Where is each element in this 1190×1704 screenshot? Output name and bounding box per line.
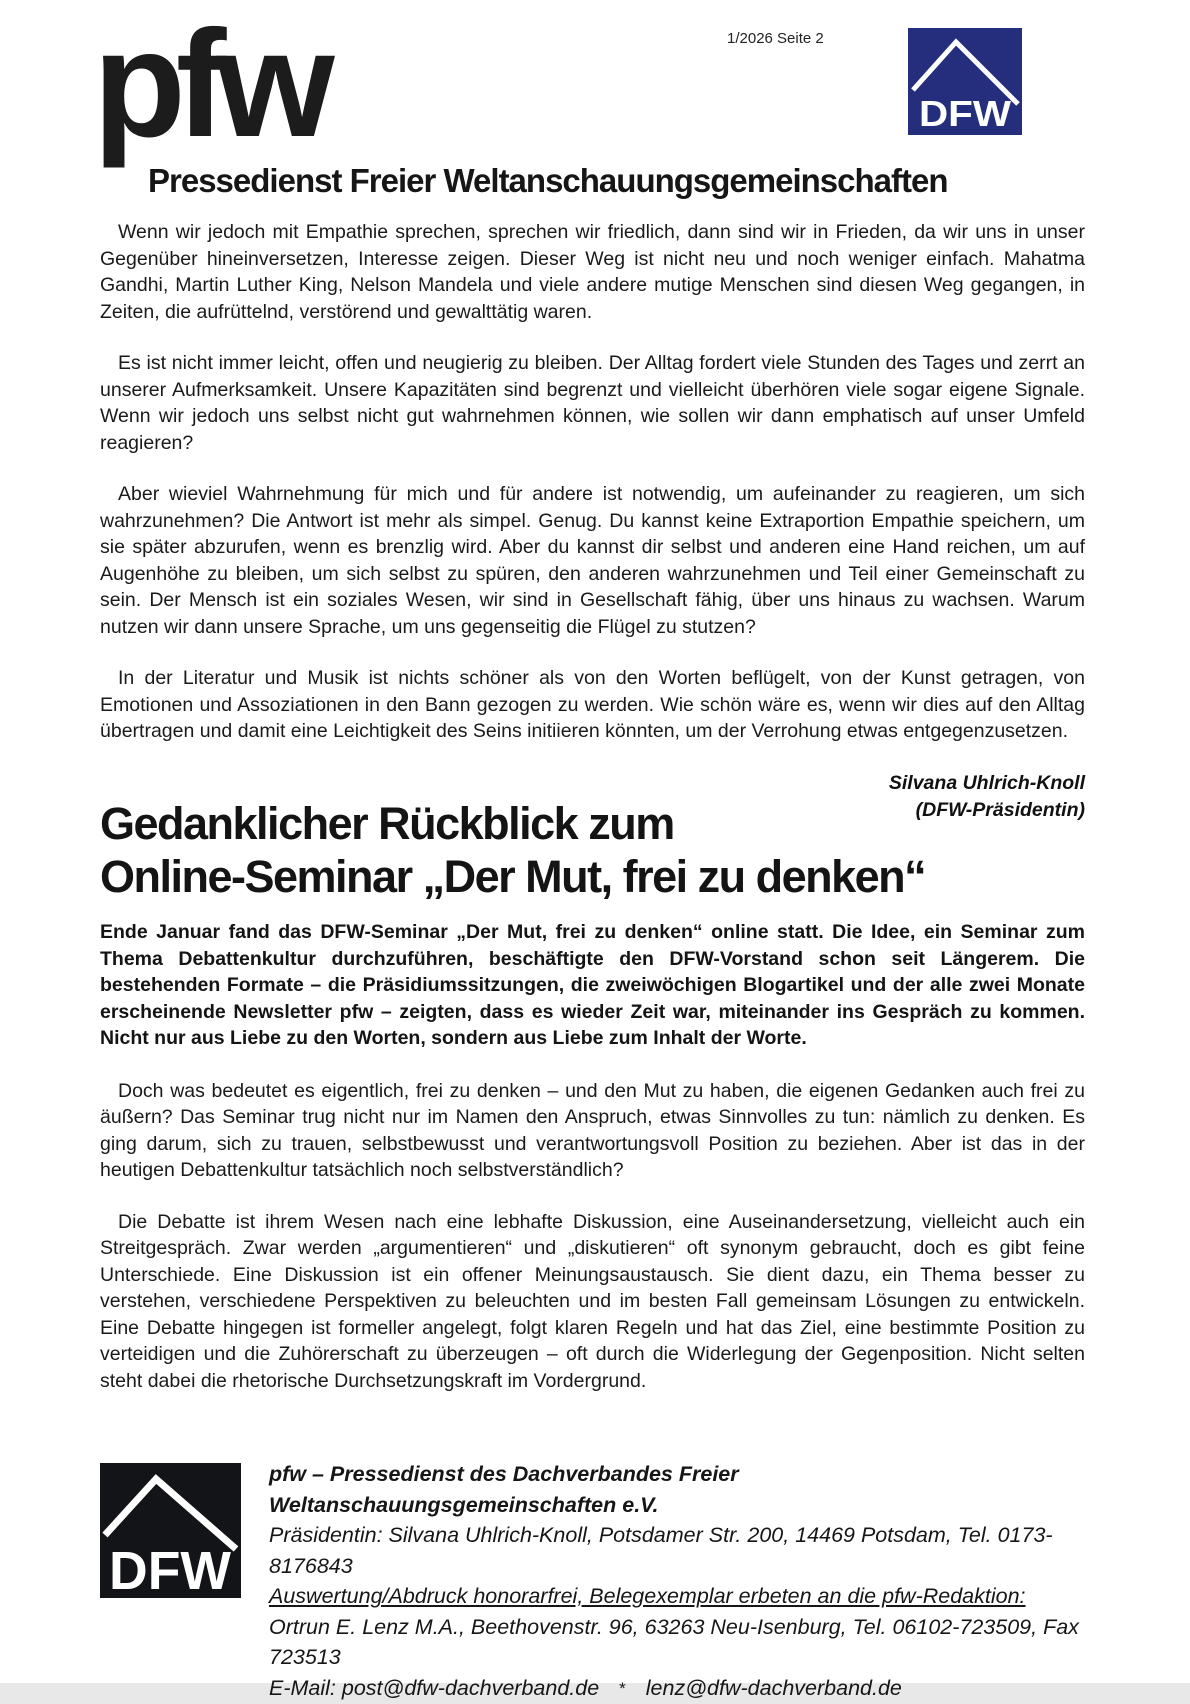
page-number: 1/2026 Seite 2 xyxy=(727,30,824,47)
email-label: E-Mail: xyxy=(269,1676,336,1700)
svg-text:DFW: DFW xyxy=(109,1541,231,1601)
paragraph: Es ist nicht immer leicht, offen und neugierig zu bleiben. Der Alltag fordert viele Stunden des Tages und zerrt an unserer Aufmerksamkeit. Unsere Kapazitäten sind begrenzt und vielleicht überhören viele sogar eigene Signale. Wenn wir jedoch uns selbst nicht gut wahrnehmen können, wie sollen wir dann emphatisch auf unser Umfeld reagieren? xyxy=(100,350,1085,456)
editorial-section xyxy=(100,219,1085,824)
paragraph: Die Debatte ist ihrem Wesen nach eine lebhafte Diskussion, eine Auseinandersetzung, vielleicht auch ein Streitgespräch. Zwar werden „argumentieren“ und „diskutieren“ oft synonym gebraucht, doch es gibt feine Unterschiede. Eine Diskussion ist ein offener Meinungsaustausch. Sie dient dazu, ein Thema besser zu verstehen, verschiedene Perspektiven zu beleuchten und im besten Fall gemeinsam Lösungen zu entwickeln. Eine Debatte hingegen ist formeller angelegt, folgt klaren Regeln und hat das Ziel, eine bestimmte Position zu verteidigen und die Zuhörerschaft zu überzeugen – oft durch die Widerlegung der Gegenposition. Nicht selten steht dabei die rhetorische Durchsetzungskraft im Vordergrund. xyxy=(100,1209,1085,1395)
email-address-post: post@dfw-dachverband.de xyxy=(342,1676,599,1700)
article-title-line2: Online-Seminar „Der Mut, frei zu denken“ xyxy=(100,851,925,902)
imprint-reprint-line: Auswertung/Abdruck honorarfrei, Belegexemplar erbeten an die pfw-Redaktion: xyxy=(269,1581,1090,1612)
imprint-text xyxy=(269,1459,1090,1704)
imprint-org-line: pfw – Pressedienst des Dachverbandes Freier Weltanschauungsgemeinschaften e.V. xyxy=(269,1459,1090,1520)
article-lead: Ende Januar fand das DFW-Seminar „Der Mut, frei zu denken“ online statt. Die Idee, ein Seminar zum Thema Debattenkultur durchzuführen, beschäftigte den DFW-Vorstand schon seit Längerem. Die bestehenden Formate – die Präsidiumssitzungen, die zweiwöchigen Blogartikel und der alle zwei Monate erscheinende Newsletter pfw – zeigten, dass es wieder Zeit war, miteinander ins Gespräch zu kommen. Nicht nur aus Liebe zu den Worten, sondern aus Liebe zum Inhalt der Worte. xyxy=(100,919,1085,1052)
article-title-line1: Gedanklicher Rückblick zum xyxy=(100,798,674,849)
star-separator-icon: * xyxy=(619,1674,626,1704)
paragraph: In der Literatur und Musik ist nichts schöner als von den Worten beflügelt, von der Kunst getragen, von Emotionen und Assoziationen in den Bann gezogen zu werden. Wie schön wäre es, wenn wir dies auf den Alltag übertragen und damit eine Leichtigkeit des Seins initiieren könnten, um der Verrohung etwas entgegenzusetzen. xyxy=(100,665,1085,745)
svg-text:DFW: DFW xyxy=(919,93,1011,134)
pfw-logo: pfw xyxy=(93,0,325,191)
paragraph: Wenn wir jedoch mit Empathie sprechen, sprechen wir friedlich, dann sind wir in Frieden, da wir uns in unser Gegenüber hineinversetzen, Interesse zeigen. Dieser Weg ist nicht neu und noch weniger einfach. Mahatma Gandhi, Martin Luther King, Nelson Mandela und viele andere mutige Menschen sind diesen Weg gegangen, in Zeiten, die aufrüttelnd, verstörend und gewalttätig waren. xyxy=(100,219,1085,325)
article-section xyxy=(100,797,1085,1419)
article-title xyxy=(100,797,1085,903)
paragraph: Aber wieviel Wahrnehmung für mich und für andere ist notwendig, um aufeinander zu reagieren, um sich wahrzunehmen? Die Antwort ist mehr als simpel. Genug. Du kannst keine Extraportion Empathie speichern, um sie später abzurufen, wenn es brenzlig wird. Aber du kannst dir selbst und anderen eine Hand reichen, um auf Augenhöhe zu bleiben, um sich selbst zu spüren, den anderen wahrzunehmen und Teil einer Gemeinschaft zu sein. Der Mensch ist ein soziales Wesen, wir sind in Gesellschaft fähig, über uns hinaus zu wachsen. Warum nutzen wir dann unsere Sprache, um uns gegenseitig die Flügel zu stutzen? xyxy=(100,481,1085,640)
imprint-president-line: Präsidentin: Silvana Uhlrich-Knoll, Potsdamer Str. 200, 14469 Potsdam, Tel. 0173-8176843 xyxy=(269,1520,1090,1581)
email-address-lenz: lenz@dfw-dachverband.de xyxy=(646,1676,902,1700)
paragraph: Doch was bedeutet es eigentlich, frei zu denken – und den Mut zu haben, die eigenen Gedanken auch frei zu äußern? Das Seminar trug nicht nur im Namen den Anspruch, etwas Sinnvolles zu tun: nämlich zu denken. Es ging darum, sich zu trauen, selbstbewusst und verantwortungsvoll Position zu beziehen. Aber ist das in der heutigen Debattenkultur tatsächlich noch selbstverständlich? xyxy=(100,1078,1085,1184)
imprint-editor-line: Ortrun E. Lenz M.A., Beethovenstr. 96, 63263 Neu-Isenburg, Tel. 06102-723509, Fax 723513 xyxy=(269,1612,1090,1673)
dfw-logo-footer-icon xyxy=(100,1463,241,1603)
imprint-email-line xyxy=(269,1673,1090,1704)
masthead-tagline: Pressedienst Freier Weltanschauungsgemeinschaften xyxy=(148,162,948,200)
dfw-logo-icon xyxy=(908,28,1022,140)
signature-role: (DFW-Präsidentin) xyxy=(100,797,1085,824)
signature-name: Silvana Uhlrich-Knoll xyxy=(100,770,1085,797)
imprint-footer xyxy=(100,1443,1090,1704)
